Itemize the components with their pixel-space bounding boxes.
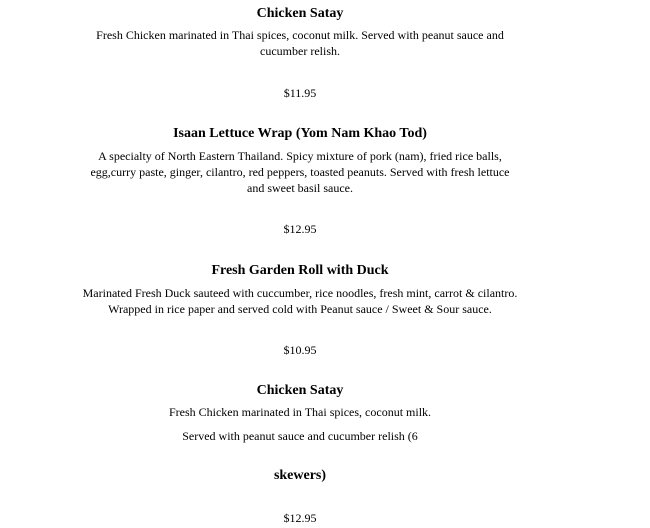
menu-item-description: Fresh Chicken marinated in Thai spices, coconut milk. — [168, 405, 432, 419]
menu-item-price: $12.95 — [283, 222, 317, 236]
menu-item-description: and sweet basil sauce. — [247, 181, 353, 195]
menu-item-description: A specialty of North Eastern Thailand. Spicy mixture of pork (nam), fried rice balls, — [98, 149, 502, 163]
menu-item-description: egg,curry paste, ginger, cilantro, red peppers, toasted peanuts. Served with fresh lettuce — [90, 165, 510, 179]
menu-item-description: cucumber relish. — [260, 44, 340, 58]
menu-item-description: Wrapped in rice paper and served cold with Peanut sauce / Sweet & Sour sauce. — [108, 302, 492, 316]
menu-item-price: $10.95 — [283, 343, 317, 357]
menu-item-title: Fresh Garden Roll with Duck — [211, 263, 389, 278]
menu-item-description: Served with peanut sauce and cucumber relish (6 — [182, 429, 418, 443]
menu-item-price: $11.95 — [283, 86, 317, 100]
menu-item-price: $12.95 — [283, 511, 317, 525]
menu-item-title-continuation: skewers) — [273, 468, 327, 483]
menu-item-title: Chicken Satay — [256, 383, 344, 398]
menu-item-title: Isaan Lettuce Wrap (Yom Nam Khao Tod) — [173, 126, 427, 141]
menu-item-title: Chicken Satay — [256, 6, 344, 21]
menu-item-description: Marinated Fresh Duck sauteed with cuccumber, rice noodles, fresh mint, carrot & cilantro. — [82, 286, 518, 300]
menu-item-description: Fresh Chicken marinated in Thai spices, coconut milk. Served with peanut sauce and — [96, 28, 504, 42]
